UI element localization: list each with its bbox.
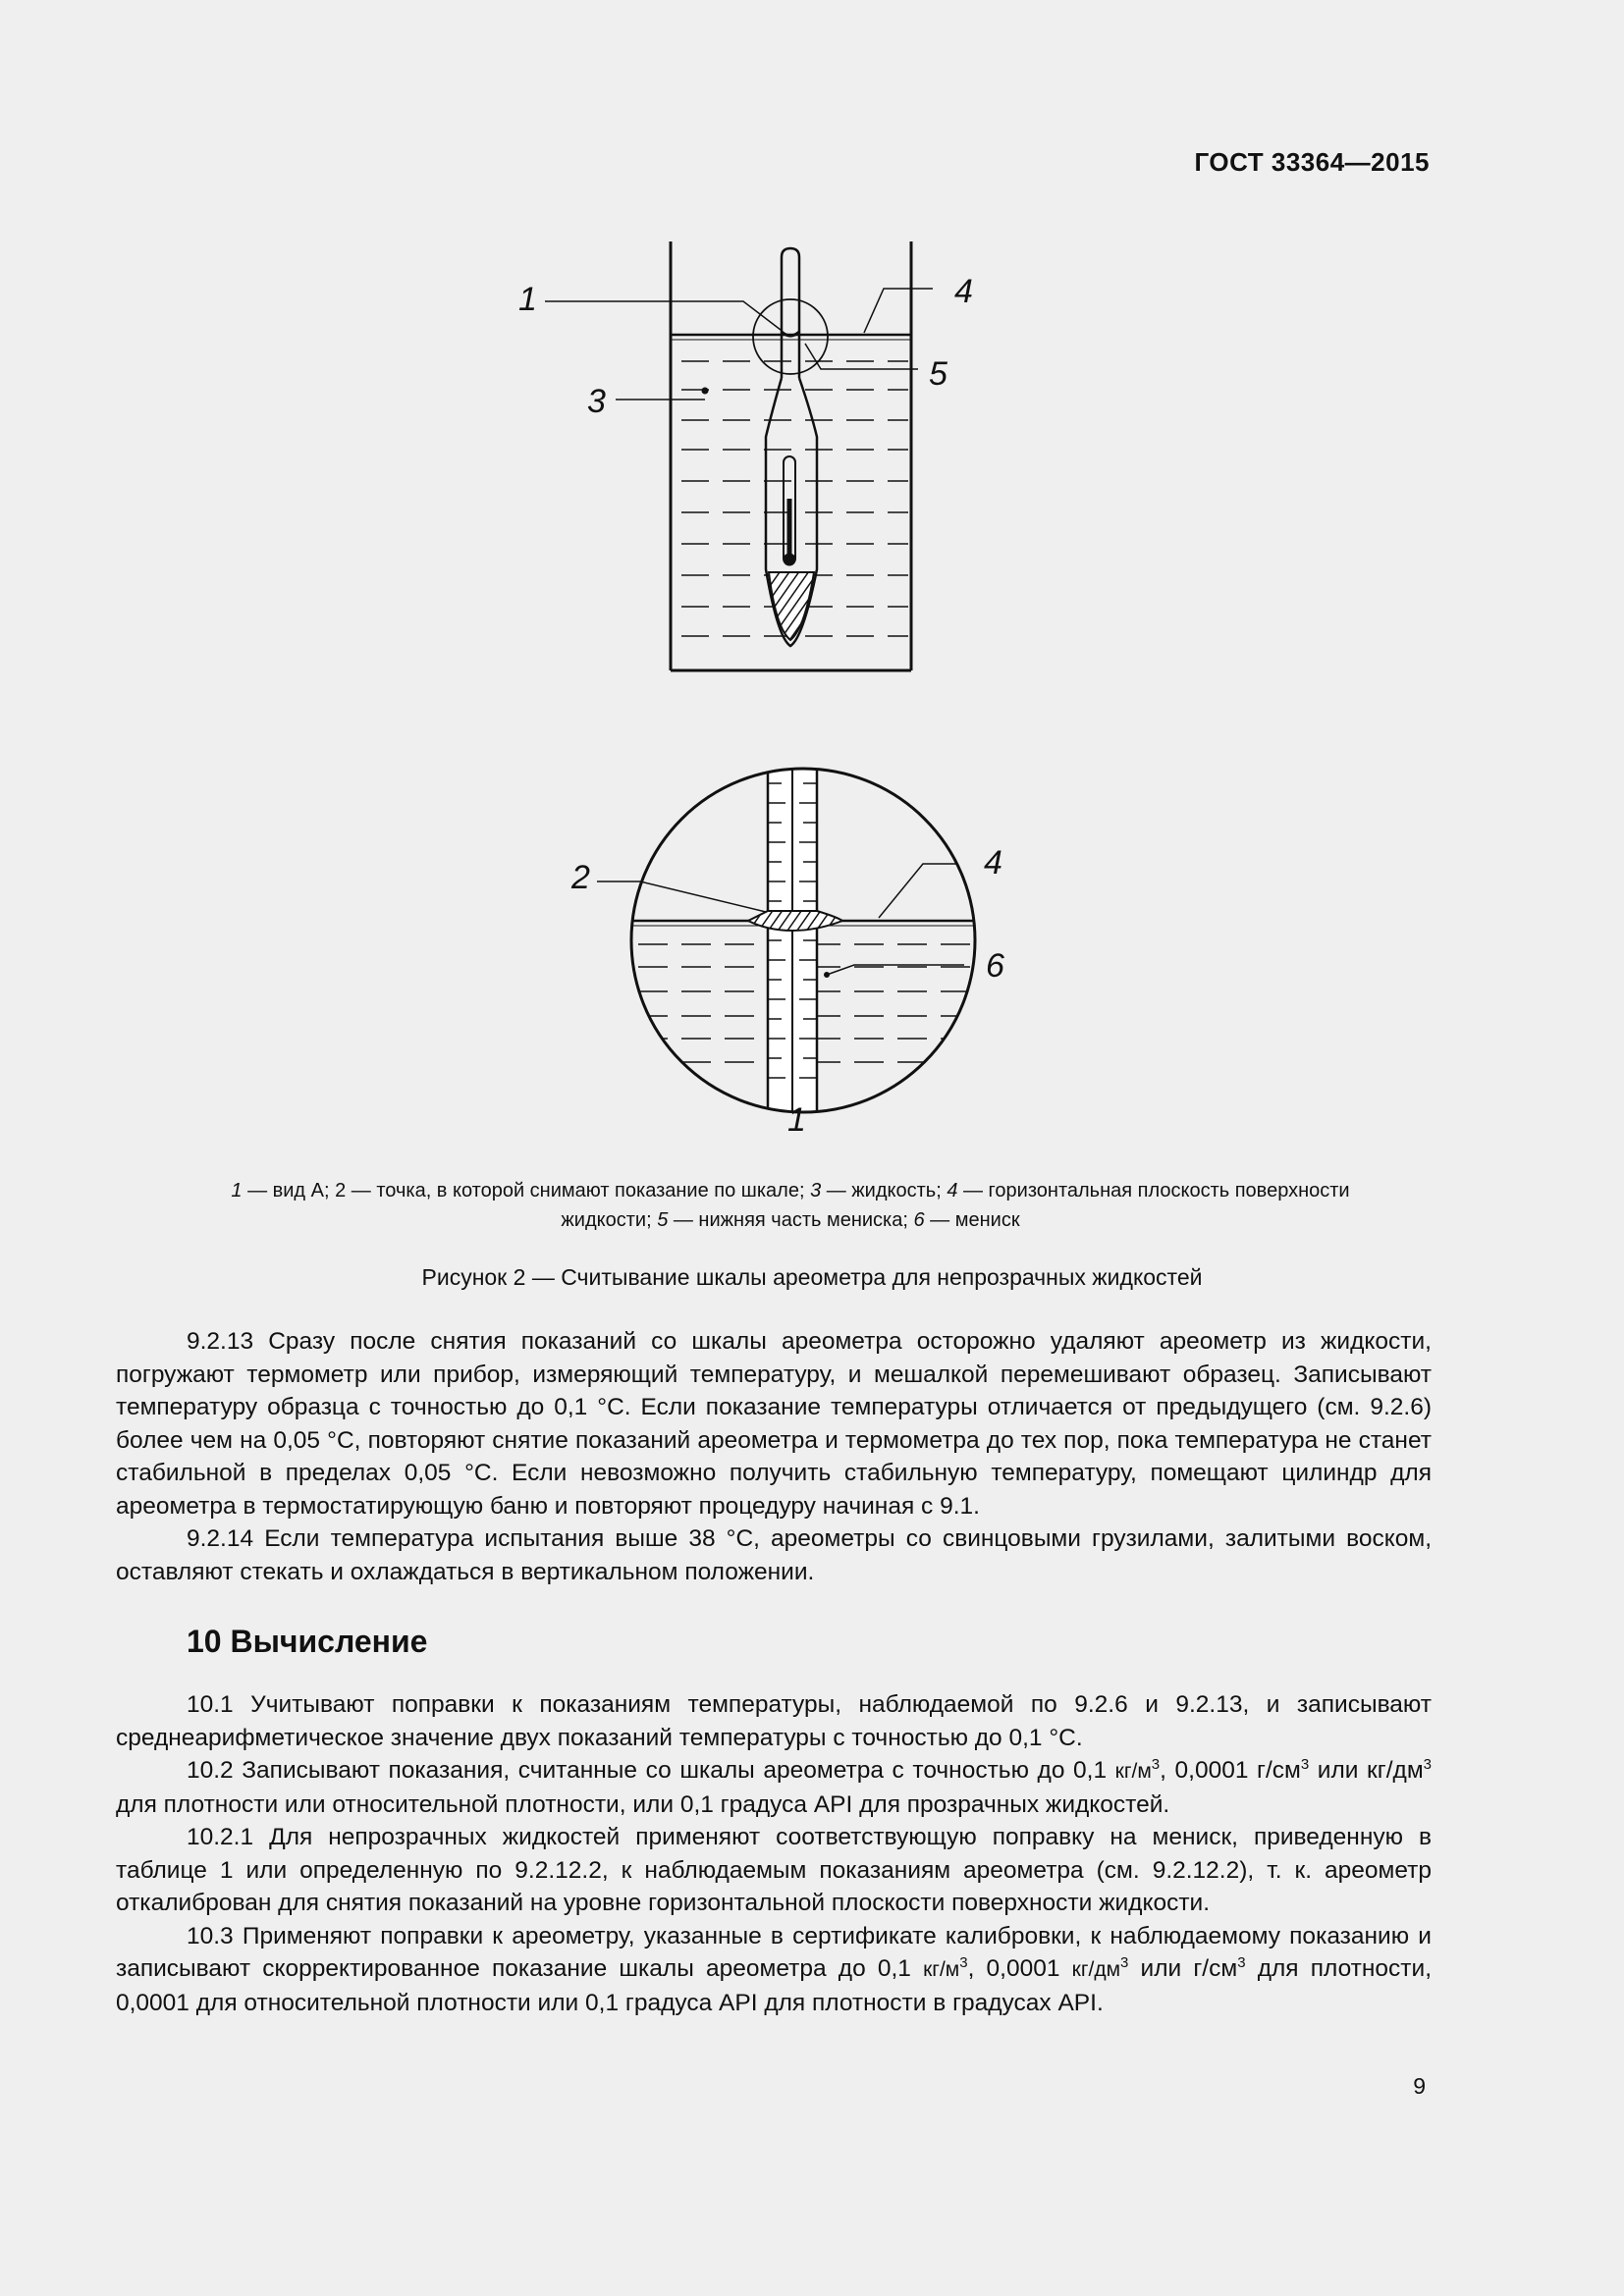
legend-line-1: 1 — вид А; 2 — точка, в которой снимают показание по шкале; 3 — жидкость; 4 — горизонтальная плоскость поверхности bbox=[231, 1180, 1350, 1201]
paragraph-10-2-1: 10.2.1 Для непрозрачных жидкостей применяют соответствующую поправку на мениск, приведенную в таблице 1 или определенную по 9.2.12.2, к наблюдаемым показаниям ареометра (см. 9.2.12.2), т. к. ареометр откалиброван для снятия показаний на уровне горизонтальной плоскости поверхности жидкости. bbox=[116, 1824, 1432, 1916]
label-1-bottom: 1 bbox=[787, 1101, 806, 1139]
legend-line-2: жидкости; 5 — нижняя часть мениска; 6 — мениск bbox=[561, 1209, 1020, 1231]
figure-caption: Рисунок 2 — Считывание шкалы ареометра для непрозрачных жидкостей bbox=[421, 1264, 1203, 1290]
cylinder-drawing bbox=[545, 241, 933, 670]
label-5: 5 bbox=[929, 355, 947, 393]
paragraph-10-3: 10.3 Применяют поправки к ареометру, указанные в сертификате калибровки, к наблюдаемому показанию и записывают скорректированное показание шкалы ареометра до 0,1 $кг/м^3$, 0,0001 $кг/дм^3$ или $г/см^3$ для плотности, 0,0001 для относительной плотности или 0,1 градуса API для плотности в градусах API. bbox=[116, 1922, 1433, 2016]
label-1-top: 1 bbox=[518, 281, 537, 318]
label-3: 3 bbox=[587, 383, 606, 420]
magnified-view-drawing bbox=[597, 746, 982, 1158]
paragraph-10-2: 10.2 Записывают показания, считанные со шкалы ареометра с точностью до 0,1 $кг/м^3$, 0,0001 $г/см^3$ или $кг/дм^3$ для плотности или относительной плотности, или 0,1 градуса API для прозрачных жидкостей. bbox=[116, 1755, 1433, 1818]
label-6: 6 bbox=[986, 947, 1004, 985]
section-title-10: 10 Вычисление bbox=[187, 1624, 428, 1659]
label-2: 2 bbox=[571, 859, 590, 896]
section-9-text bbox=[116, 1325, 1432, 1588]
figure-legend bbox=[137, 1176, 1443, 1235]
paragraph-9-2-14: 9.2.14 Если температура испытания выше 38 °С, ареометры со свинцовыми грузилами, залитыми воском, оставляют стекать и охлаждаться в вертикальном положении. bbox=[116, 1525, 1432, 1585]
document-header: ГОСТ 33364—2015 bbox=[1194, 147, 1430, 177]
label-4-top: 4 bbox=[954, 273, 973, 310]
paragraph-9-2-13: 9.2.13 Сразу после снятия показаний со шкалы ареометра осторожно удаляют ареометр из жидкости, погружают термометр или прибор, измеряющий температуру, и мешалкой перемешивают образец. Записывают температуру образца с точностью до 0,1 °С. Если показание температуры отличается от предыдущего (см. 9.2.6) более чем на 0,05 °С, повторяют снятие показаний ареометра и термометра до тех пор, пока температура не станет стабильной в пределах 0,05 °С. Если невозможно получить стабильную температуру, помещают цилиндр для ареометра в термостатирующую баню и повторяют процедуру начиная с 9.1. bbox=[116, 1328, 1432, 1520]
label-4-bottom: 4 bbox=[984, 844, 1002, 881]
page-number: 9 bbox=[1413, 2073, 1426, 2099]
section-10-text bbox=[116, 1688, 1432, 2019]
figure-top-labels bbox=[518, 273, 973, 420]
paragraph-10-1: 10.1 Учитывают поправки к показаниям температуры, наблюдаемой по 9.2.6 и 9.2.13, и записывают среднеарифметическое значение двух показаний температуры с точностью до 0,1 °С. bbox=[116, 1691, 1432, 1751]
